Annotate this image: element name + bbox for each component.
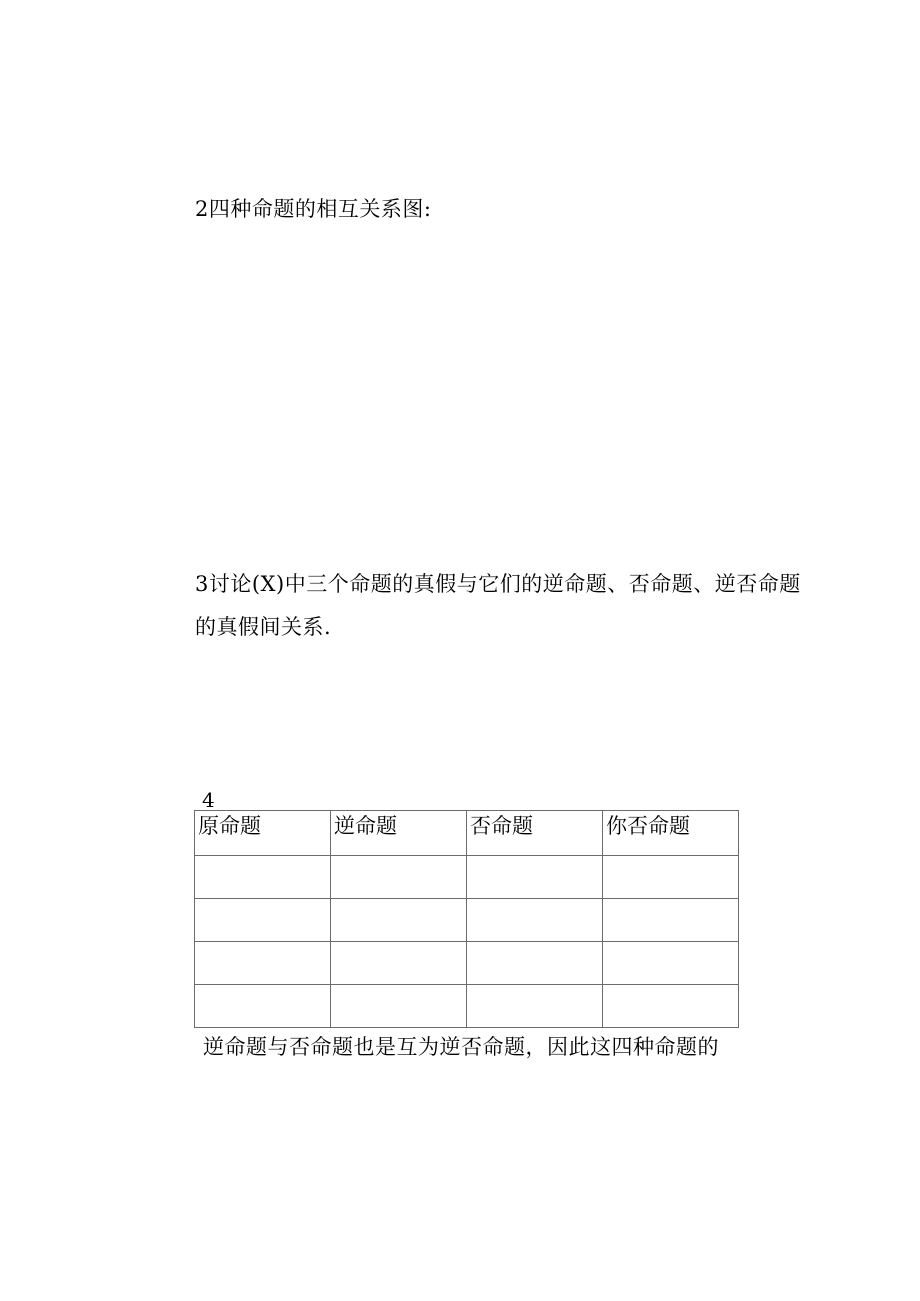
conclusion-text: 逆命题与否命题也是互为逆否命题，因此这四种命题的 <box>203 1035 719 1059</box>
propositions-table-container <box>194 810 739 1028</box>
table-cell <box>467 899 603 942</box>
table-cell <box>195 856 331 899</box>
table-cell <box>467 942 603 985</box>
table-cell <box>603 942 739 985</box>
header-converse-proposition: 逆命题 <box>331 811 467 856</box>
table-cell <box>195 899 331 942</box>
propositions-table <box>194 810 739 1028</box>
section-3-question-line-2: 的真假间关系. <box>195 615 332 639</box>
table-header-row <box>195 811 739 856</box>
table-row <box>195 899 739 942</box>
header-contrapositive-proposition: 你否命题 <box>603 811 739 856</box>
header-inverse-proposition: 否命题 <box>467 811 603 856</box>
table-cell <box>331 899 467 942</box>
header-original-proposition: 原命题 <box>195 811 331 856</box>
table-cell <box>603 899 739 942</box>
table-cell <box>467 856 603 899</box>
table-cell <box>603 856 739 899</box>
table-cell <box>195 942 331 985</box>
section-3-question-line-1: 3讨论(X)中三个命题的真假与它们的逆命题、否命题、逆否命题 <box>195 572 801 596</box>
table-row <box>195 942 739 985</box>
table-cell <box>603 985 739 1028</box>
table-cell <box>467 985 603 1028</box>
table-row <box>195 985 739 1028</box>
table-row <box>195 856 739 899</box>
table-cell <box>331 985 467 1028</box>
section-4-number: 4 <box>202 788 216 812</box>
table-cell <box>331 856 467 899</box>
table-cell <box>195 985 331 1028</box>
table-cell <box>331 942 467 985</box>
section-2-heading: 2四种命题的相互关系图: <box>195 197 432 221</box>
